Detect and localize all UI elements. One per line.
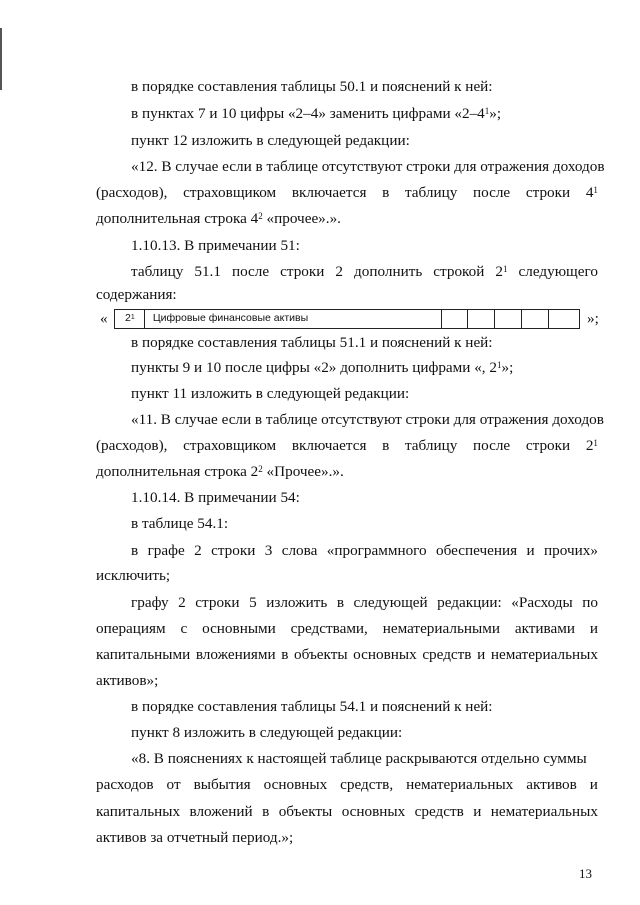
paragraph-line: дополнительная строка $2^2$ «Прочее».».	[96, 463, 344, 480]
paragraph-line: пункт 8 изложить в следующей редакции:	[131, 724, 403, 741]
paragraph-line: (расходов), страховщиком включается в таблицу после строки $2^1$	[96, 437, 598, 454]
section-heading: 1.10.13. В примечании 51:	[131, 237, 300, 254]
open-quote: «	[100, 310, 108, 327]
paragraph-line: в порядке составления таблицы 50.1 и пояснений к ней:	[131, 78, 493, 95]
paragraph-line: в порядке составления таблицы 51.1 и пояснений к ней:	[131, 334, 493, 351]
empty-cell	[468, 310, 495, 328]
paragraph-line: дополнительная строка $4^2$ «прочее».».	[96, 210, 341, 227]
paragraph-line: таблицу 51.1 после строки 2 дополнить строкой $2^1$ следующего	[131, 263, 598, 280]
section-heading: 1.10.14. В примечании 54:	[131, 489, 300, 506]
paragraph-line: в таблице 54.1:	[131, 515, 229, 532]
row-number-cell: $2^1$	[115, 310, 145, 328]
scan-edge-mark	[0, 28, 2, 90]
paragraph-line: «11. В случае если в таблице отсутствуют строки для отражения доходов	[131, 411, 604, 428]
paragraph-line: активов за отчетный период.»;	[96, 829, 294, 846]
paragraph-line: «12. В случае если в таблице отсутствуют строки для отражения доходов	[131, 158, 605, 175]
inserted-table-row	[100, 307, 600, 333]
empty-cell	[549, 310, 579, 328]
empty-cell	[495, 310, 522, 328]
paragraph-line: в графе 2 строки 3 слова «программного обеспечения и прочих»	[131, 542, 598, 559]
table-row	[114, 309, 580, 329]
paragraph-line: «8. В пояснениях к настоящей таблице раскрываются отдельно суммы	[131, 750, 587, 767]
paragraph-line: пункт 11 изложить в следующей редакции:	[131, 385, 410, 402]
paragraph-line: операциям с основными средствами, нематериальными активами и	[96, 620, 598, 637]
paragraph-line: расходов от выбытия основных средств, нематериальных активов и	[96, 776, 598, 793]
paragraph-line: капитальными вложениями в объекты основных средств и нематериальных	[96, 646, 598, 663]
paragraph-line: в порядке составления таблицы 54.1 и пояснений к ней:	[131, 698, 493, 715]
empty-cell	[522, 310, 549, 328]
paragraph-line: пункты 9 и 10 после цифры «2» дополнить цифрами «, $2^1$»;	[131, 359, 514, 376]
paragraph-line: в пунктах 7 и 10 цифры «2–4» заменить цифрами «$2-4^1$»;	[131, 105, 502, 122]
paragraph-line: содержания:	[96, 286, 177, 303]
row-name-cell: Цифровые финансовые активы	[145, 310, 442, 328]
paragraph-line: графу 2 строки 5 изложить в следующей редакции: «Расходы по	[131, 594, 598, 611]
paragraph-line: капитальных вложений в объекты основных средств и нематериальных	[96, 803, 598, 820]
paragraph-line: исключить;	[96, 567, 171, 584]
close-quote: »;	[587, 310, 599, 327]
page-number: 13	[579, 866, 592, 881]
paragraph-line: (расходов), страховщиком включается в таблицу после строки $4^1$	[96, 184, 598, 201]
empty-cell	[442, 310, 469, 328]
paragraph-line: активов»;	[96, 672, 159, 689]
paragraph-line: пункт 12 изложить в следующей редакции:	[131, 132, 410, 149]
